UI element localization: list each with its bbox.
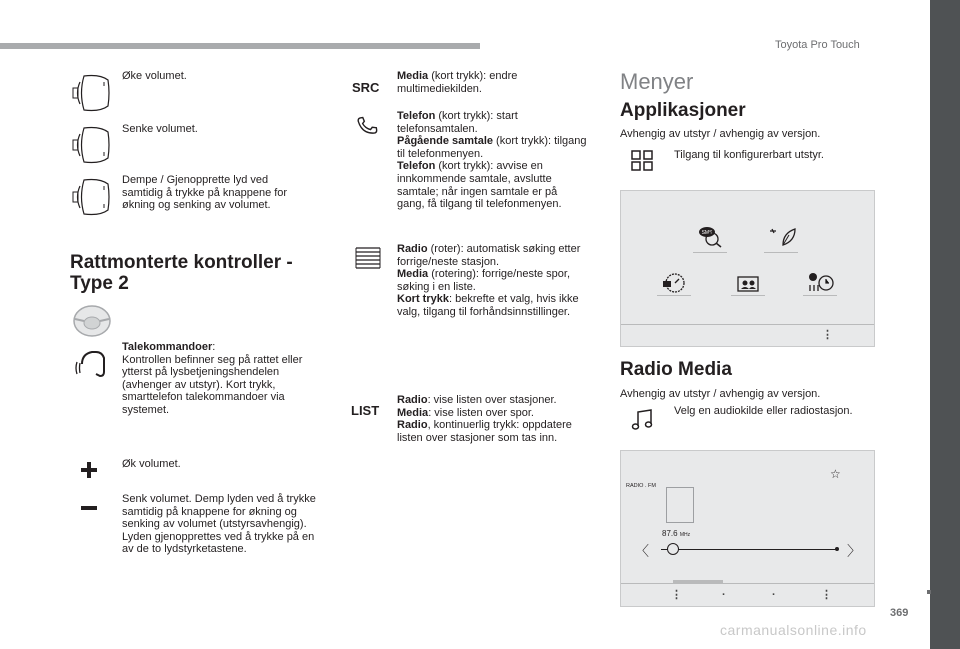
radio-dot-1[interactable]: · bbox=[722, 589, 726, 601]
apps-underline-3 bbox=[657, 295, 691, 296]
side-strip bbox=[930, 0, 960, 649]
phone-bold3: Telefon bbox=[397, 160, 436, 173]
star-favorite-icon[interactable]: ☆ bbox=[830, 467, 841, 481]
radio-bold3: Kort trykk bbox=[397, 293, 449, 306]
apps-underline-1 bbox=[693, 252, 727, 253]
apps-underline-2 bbox=[764, 252, 798, 253]
apps-icon-text: Tilgang til konfigurerbart utstyr. bbox=[674, 149, 824, 161]
volume-down-control-icon bbox=[70, 124, 112, 166]
radio-more-left-icon[interactable]: ⋮ bbox=[671, 589, 682, 601]
music-note-icon bbox=[631, 409, 655, 431]
radio-desc2: (rotering): forrige/neste spor, søking i en liste. bbox=[397, 268, 571, 293]
steering-wheel-icon bbox=[72, 304, 112, 338]
apps-more-icon[interactable]: ⋮ bbox=[822, 329, 833, 341]
menu-title: Menyer bbox=[620, 69, 694, 94]
voice-command-text bbox=[122, 341, 322, 417]
src-text bbox=[397, 70, 587, 95]
radio-more-right-icon[interactable]: ⋮ bbox=[821, 589, 832, 601]
radio-text bbox=[397, 243, 597, 319]
list-label: LIST bbox=[351, 403, 380, 418]
apps-underline-5 bbox=[803, 295, 837, 296]
mute-control-icon bbox=[70, 176, 112, 218]
radio-desc3: : bekrefte et valg, hvis ikke valg, tilgang til forhåndsinnstillinger. bbox=[397, 293, 579, 318]
heading-line2: Type 2 bbox=[70, 273, 129, 294]
list-text bbox=[397, 394, 597, 444]
page-number: 369 bbox=[890, 607, 909, 619]
frequency-value: 87.6 bbox=[662, 529, 678, 538]
mute-text: Dempe / Gjenopprette lyd ved samtidig å trykke på knappene for økning og senking av volumet. bbox=[122, 174, 288, 212]
apps-footer-line bbox=[621, 324, 874, 325]
phone-text bbox=[397, 110, 587, 211]
phone-desc3: (kort trykk): avvise en innkommende samtale, avslutte samtale; når ingen samtale er på gang, få tilgang til telefonmenyen. bbox=[397, 160, 562, 211]
phone-bold2: Pågående samtale bbox=[397, 135, 493, 148]
minus-text: Senk volumet. Demp lyden ved å trykke samtidig på knappene for økning og senking av volumet (utstyrsavhengig). Lyden gjenopprettes ved å trykke på en av de to lydstyrketastene. bbox=[122, 493, 316, 556]
src-desc: (kort trykk): endre multimediekilden. bbox=[397, 70, 518, 95]
voice-command-label: Talekommandoer bbox=[122, 341, 213, 353]
volume-down-text: Senke volumet. bbox=[122, 123, 198, 135]
list-desc2: : vise listen over spor. bbox=[428, 406, 534, 419]
phone-bold1: Telefon bbox=[397, 110, 436, 122]
next-station-button[interactable]: 〉 bbox=[847, 543, 861, 559]
src-bold: Media bbox=[397, 70, 429, 82]
plus-icon bbox=[81, 462, 97, 478]
src-label: SRC bbox=[352, 80, 380, 95]
contacts-app-icon[interactable] bbox=[735, 273, 763, 295]
tuning-slider[interactable] bbox=[661, 549, 837, 550]
radio-media-icon-text: Velg en audiokilde eller radiostasjon. bbox=[674, 405, 853, 417]
radio-media-subtitle: Avhengig av utstyr / avhengig av versjon. bbox=[620, 388, 821, 400]
tuning-slider-end bbox=[835, 547, 839, 551]
header-title: Toyota Pro Touch bbox=[775, 39, 860, 51]
phone-icon bbox=[355, 114, 379, 138]
settings-clock-app-icon[interactable] bbox=[807, 271, 835, 295]
plus-text: Øk volumet. bbox=[122, 458, 181, 470]
radio-bold2: Media bbox=[397, 268, 429, 281]
phone-desc1: (kort trykk): start telefonsamtalen. bbox=[397, 110, 518, 135]
radio-dot-2[interactable]: · bbox=[772, 589, 776, 601]
radio-media-heading: Radio Media bbox=[620, 359, 732, 380]
top-rule bbox=[0, 43, 480, 49]
radio-footer-line bbox=[621, 583, 874, 584]
station-artwork bbox=[666, 487, 694, 523]
voice-command-icon bbox=[74, 346, 108, 380]
list-desc1: : vise listen over stasjoner. bbox=[427, 394, 557, 406]
page-marker bbox=[927, 590, 931, 594]
voice-command-colon: : bbox=[212, 341, 216, 353]
radio-desc1: (roter): automatisk søking etter forrige/neste stasjon. bbox=[397, 243, 581, 268]
apps-screen bbox=[620, 190, 875, 347]
list-bold3: Radio bbox=[397, 419, 428, 432]
prev-station-button[interactable]: 〈 bbox=[635, 543, 649, 559]
sms-app-icon[interactable] bbox=[697, 225, 725, 249]
apps-underline-4 bbox=[731, 295, 765, 296]
radio-band-label: RADIO . FM bbox=[626, 483, 656, 489]
voice-command-desc: Kontrollen befinner seg på rattet eller ytterst på lysbetjeningshendelen (avhenger av utstyr). Kort trykk, smarttelefon talekommandoer via systemet. bbox=[122, 353, 303, 416]
thumbwheel-icon bbox=[354, 246, 382, 270]
apps-heading: Applikasjoner bbox=[620, 100, 746, 121]
radio-screen bbox=[620, 450, 875, 607]
eco-app-icon[interactable] bbox=[769, 225, 797, 249]
frequency-readout bbox=[662, 529, 690, 538]
driving-app-icon[interactable] bbox=[661, 271, 689, 295]
heading-line1: Rattmonterte kontroller - bbox=[70, 252, 293, 273]
list-bold1: Radio bbox=[397, 394, 428, 406]
apps-subtitle: Avhengig av utstyr / avhengig av versjon. bbox=[620, 128, 821, 140]
list-bold2: Media bbox=[397, 406, 429, 419]
volume-up-text: Øke volumet. bbox=[122, 70, 187, 82]
apps-grid-icon bbox=[631, 150, 655, 172]
sms-label: SMS bbox=[701, 230, 713, 236]
volume-up-control-icon bbox=[70, 72, 112, 114]
phone-desc2: (kort trykk): tilgang til telefonmenyen. bbox=[397, 135, 587, 160]
section-heading-steering bbox=[70, 252, 320, 294]
list-desc3: , kontinuerlig trykk: oppdatere listen over stasjoner som tas inn. bbox=[397, 419, 572, 444]
tuning-slider-thumb[interactable] bbox=[667, 543, 679, 555]
radio-bold1: Radio bbox=[397, 243, 428, 255]
watermark: carmanualsonline.info bbox=[720, 622, 867, 638]
frequency-unit: MHz bbox=[679, 532, 691, 538]
minus-icon bbox=[81, 506, 97, 510]
